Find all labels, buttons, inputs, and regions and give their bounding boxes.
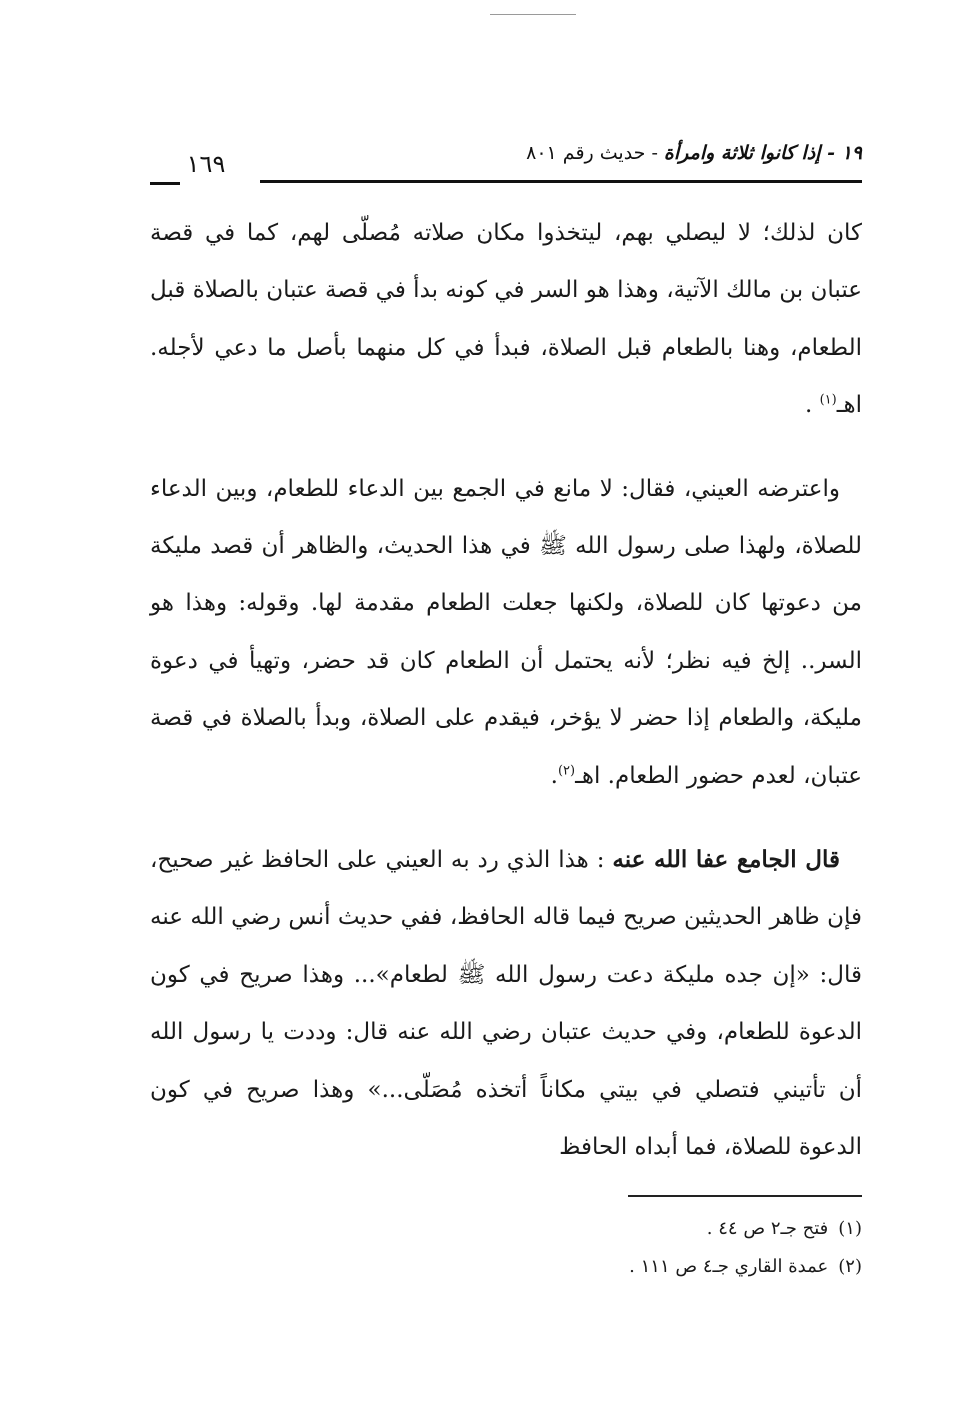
page-number-dash [150, 182, 180, 185]
paragraph-3 [150, 831, 862, 1176]
footnote-ref-1: (١) [819, 392, 837, 408]
main-text [150, 205, 862, 1177]
footnote-ref-2: (٢) [557, 763, 576, 778]
paragraph-3-text: : هذا الذي رد به العيني على الحافظ غير صحيح، فإن ظاهر الحديثين صريح فيما قاله الحافظ، ففي حديث أنس رضي الله عنه قال: «إن جده مليكة دعت رسول الله ﷺ لطعام»... وهذا صريح في كون الدعوة للطعام، وفي حديث عتبان رضي الله عنه قال: وددت يا رسول الله أن تأتيني فتصلي في بيتي مكاناً أتخذه مُصَلّى...» وهذا صريح في كون الدعوة للصلاة، فما أبداه الحافظ [150, 847, 862, 1161]
paragraph-1-text: كان لذلك؛ لا ليصلي بهم، ليتخذوا مكان صلاته مُصلّى لهم، كما في قصة عتبان بن مالك الآتية، وهذا هو السر في كونه بدأ في قصة عتبان بالصلاة قبل الطعام، وهنا بالطعام قبل الصلاة، فبدأ في كل منهما بأصل ما دعي لأجله. اهـ [150, 220, 862, 419]
paragraph-1-end: . [804, 392, 820, 419]
paragraph-3-lead: قال الجامع عفا الله عنه [612, 846, 841, 874]
footnote-1 [420, 1210, 862, 1248]
hadith-label: - حديث رقم ٨٠١ [526, 142, 658, 164]
paragraph-2 [150, 461, 862, 805]
page-header [150, 140, 862, 186]
page-number-block [150, 150, 262, 178]
top-rule [490, 14, 576, 15]
paragraph-1 [150, 205, 862, 435]
footnote-1-number: (١) [838, 1218, 862, 1239]
footnote-2 [420, 1248, 862, 1286]
page-number: ١٦٩ [186, 150, 226, 178]
footnote-rule [628, 1195, 862, 1197]
chapter-label: ١٩ - إذا كانوا ثلاثة وامرأة [663, 142, 862, 164]
header-rule [260, 180, 862, 183]
running-title [526, 142, 862, 164]
paragraph-2-text: واعترضه العيني، فقال: لا مانع في الجمع بين الدعاء للطعام، وبين الدعاء للصلاة، ولهذا صلى رسول الله ﷺ في هذا الحديث، والظاهر أن قصد مليكة من دعوتها كان للصلاة، ولكنها جعلت الطعام مقدمة لها. وقوله: وهذا هو السر.. إلخ فيه نظر؛ لأنه يحتمل أن الطعام كان قد حضر، وتهيأ في دعوة مليكة، والطعام إذا حضر لا يؤخر، فيقدم على الصلاة، وبدأ بالصلاة في قصة عتبان، لعدم حضور الطعام. اهـ [150, 475, 862, 789]
paragraph-2-end: . [550, 762, 558, 789]
footnote-2-text: عمدة القاري جـ٤ ص ١١١ . [629, 1256, 829, 1277]
footnote-1-text: فتح جـ٢ ص ٤٤ . [706, 1218, 829, 1239]
footnote-2-number: (٢) [838, 1256, 862, 1277]
footnotes [420, 1210, 862, 1286]
